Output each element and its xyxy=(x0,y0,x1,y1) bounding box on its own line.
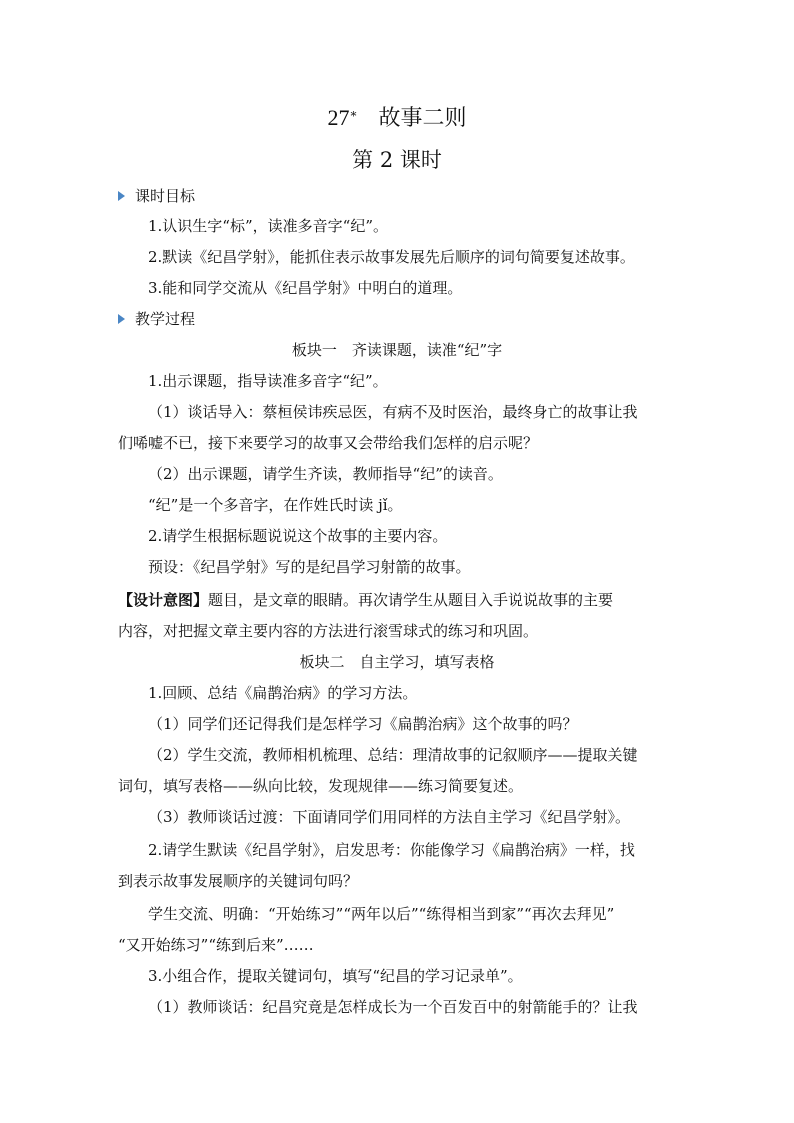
section-process xyxy=(118,309,195,329)
goal-2: 2.默读《纪昌学射》，能抓住表示故事发展先后顺序的词句简要复述故事。 xyxy=(148,248,635,266)
block2-heading: 板块二 自主学习，填写表格 xyxy=(299,653,495,671)
paragraph-line: 2.请学生默读《纪昌学射》，启发思考：你能像学习《扁鹊治病》一样，找 xyxy=(148,841,635,859)
goal-1: 1.认识生字“标”，读准多音字“纪”。 xyxy=(148,217,388,235)
section-goals-label: 课时目标 xyxy=(135,187,196,205)
paragraph-line: 3.小组合作，提取关键词句，填写“纪昌的学习记录单”。 xyxy=(148,967,523,985)
section-process-label: 教学过程 xyxy=(135,310,196,328)
lesson-title xyxy=(0,104,794,133)
goal-3: 3.能和同学交流从《纪昌学射》中明白的道理。 xyxy=(148,279,463,297)
design-intent xyxy=(118,590,613,610)
design-intent-text: 题目，是文章的眼睛。再次请学生从题目入手说说故事的主要 xyxy=(208,591,614,609)
section-goals xyxy=(118,186,195,206)
triangle-bullet-icon xyxy=(118,191,125,201)
paragraph-line: 们唏嘘不已，接下来要学习的故事又会带给我们怎样的启示呢？ xyxy=(118,434,539,452)
paragraph-line: （1）谈话导入：蔡桓侯讳疾忌医，有病不及时医治，最终身亡的故事让我 xyxy=(148,403,638,421)
triangle-bullet-icon xyxy=(118,314,125,324)
paragraph-line: （2）出示课题，请学生齐读，教师指导“纪”的读音。 xyxy=(148,465,503,483)
paragraph-line: 内容，对把握文章主要内容的方法进行滚雪球式的练习和巩固。 xyxy=(118,622,539,640)
paragraph-line: 预设：《纪昌学射》写的是纪昌学习射箭的故事。 xyxy=(148,558,471,576)
paragraph-line: （1）教师谈话：纪昌究竟是怎样成长为一个百发百中的射箭能手的？让我 xyxy=(148,998,638,1016)
block1-heading: 板块一 齐读课题，读准“纪”字 xyxy=(291,341,503,359)
star-mark: * xyxy=(350,109,357,123)
lesson-number: 27 xyxy=(327,105,350,130)
paragraph-line: （2）学生交流，教师相机梳理、总结：理清故事的记叙顺序——提取关键 xyxy=(148,746,638,764)
lesson-subtitle: 第 2 课时 xyxy=(352,148,442,172)
paragraph-line: “纪”是一个多音字，在作姓氏时读 jǐ。 xyxy=(148,496,403,514)
design-intent-label: 【设计意图】 xyxy=(118,591,209,609)
paragraph-line: “又开始练习”“练到后来”…… xyxy=(118,936,314,954)
paragraph-line: 到表示故事发展顺序的关键词句吗？ xyxy=(118,872,359,890)
paragraph-line: （3）教师谈话过渡：下面请同学们用同样的方法自主学习《纪昌学射》。 xyxy=(148,808,631,826)
paragraph-line: 学生交流、明确：“开始练习”“两年以后”“练得相当到家”“再次去拜见” xyxy=(148,905,615,923)
paragraph-line: 1.回顾、总结《扁鹊治病》的学习方法。 xyxy=(148,684,418,702)
paragraph-line: 1.出示课题，指导读准多音字“纪”。 xyxy=(148,372,388,390)
lesson-title-text: 故事二则 xyxy=(378,106,467,131)
paragraph-line: （1）同学们还记得我们是怎样学习《扁鹊治病》这个故事的吗？ xyxy=(148,715,578,733)
paragraph-line: 词句，填写表格——纵向比较，发现规律——练习简要复述。 xyxy=(118,777,524,795)
paragraph-line: 2.请学生根据标题说说这个故事的主要内容。 xyxy=(148,527,448,545)
